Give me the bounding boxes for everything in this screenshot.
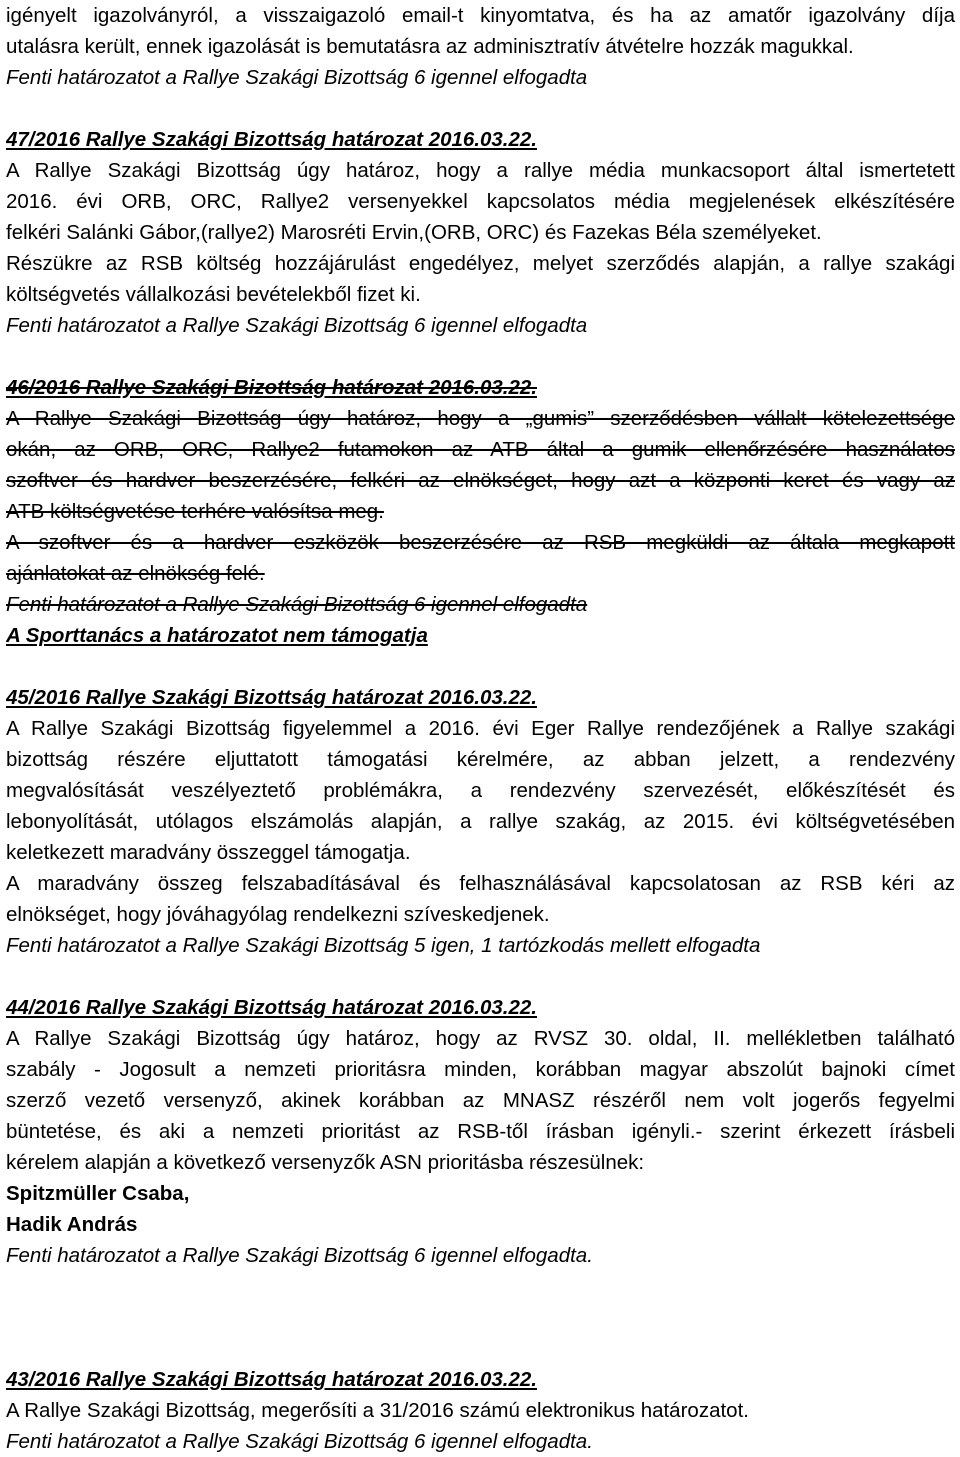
body-line: lebonyolítását, utólagos elszámolás alapján, a rallye szakág, az 2015. évi költségvetésében: [6, 810, 955, 833]
body-line: A Rallye Szakági Bizottság úgy határoz, hogy a „gumis” szerződésben vállalt kötelezettsége: [6, 407, 955, 430]
body-line: 2016. évi ORB, ORC, Rallye2 versenyekkel kapcsolatos média megjelenések elkészítésére: [6, 190, 955, 213]
body-line: igényelt igazolványról, a visszaigazoló email-t kinyomtatva, és ha az amatőr igazolvány díja: [6, 4, 955, 27]
resolution-title: 43/2016 Rallye Szakági Bizottság határozat 2016.03.22.: [6, 1368, 537, 1391]
body-line: kérelem alapján a következő versenyzők ASN prioritásba részesülnek:: [6, 1151, 645, 1174]
person-name: Spitzmüller Csaba,: [6, 1182, 190, 1205]
vote-line: Fenti határozatot a Rallye Szakági Bizottság 6 igennel elfogadta: [6, 66, 588, 89]
document-page: [6, 0, 955, 1457]
body-line: ajánlatokat az elnökség felé.: [6, 562, 265, 585]
body-line: költségvetés vállalkozási bevételekből fizet ki.: [6, 283, 421, 306]
body-line: A szoftver és a hardver eszközök beszerzésére az RSB megküldi az általa megkapott: [6, 531, 955, 554]
body-line: Részükre az RSB költség hozzájárulást engedélyez, melyet szerződés alapján, a rallye szakági: [6, 252, 955, 275]
body-line: bizottság részére eljuttatott támogatási kérelmére, az abban jelzett, a rendezvény: [6, 748, 955, 771]
body-line: elnökséget, hogy jóváhagyólag rendelkezni szíveskedjenek.: [6, 903, 550, 926]
body-line: A Rallye Szakági Bizottság úgy határoz, hogy az RVSZ 30. oldal, II. mellékletben található: [6, 1027, 955, 1050]
body-line: A maradvány összeg felszabadításával és felhasználásával kapcsolatosan az RSB kéri az: [6, 872, 955, 895]
vote-line: Fenti határozatot a Rallye Szakági Bizottság 5 igen, 1 tartózkodás mellett elfogadta: [6, 934, 761, 957]
body-line: A Rallye Szakági Bizottság, megerősíti a 31/2016 számú elektronikus határozatot.: [6, 1399, 749, 1422]
body-line: utalásra került, ennek igazolását is bemutatásra az adminisztratív átvételre hozzák magukkal.: [6, 35, 854, 58]
body-line: szerző vezető versenyző, akinek korábban az MNASZ részéről nem volt jogerős fegyelmi: [6, 1089, 955, 1112]
vote-line: Fenti határozatot a Rallye Szakági Bizottság 6 igennel elfogadta.: [6, 1430, 593, 1453]
body-line: A Rallye Szakági Bizottság úgy határoz, hogy a rallye média munkacsoport által ismertetett: [6, 159, 955, 182]
resolution-title: 45/2016 Rallye Szakági Bizottság határozat 2016.03.22.: [6, 686, 537, 709]
vote-line: Fenti határozatot a Rallye Szakági Bizottság 6 igennel elfogadta.: [6, 1244, 593, 1267]
body-line: keletkezett maradvány összeggel támogatja.: [6, 841, 411, 864]
council-note: A Sporttanács a határozatot nem támogatja: [6, 624, 428, 647]
body-line: szabály - Jogosult a nemzeti prioritásra minden, korábban magyar abszolút bajnoki címet: [6, 1058, 955, 1081]
body-line: büntetése, és aki a nemzeti prioritást az RSB-től írásban igényli.- szerint érkezett írásbeli: [6, 1120, 955, 1143]
body-line: megvalósítását veszélyeztető problémákra, a rendezvény szervezését, előkészítését és: [6, 779, 955, 802]
body-line: A Rallye Szakági Bizottság figyelemmel a 2016. évi Eger Rallye rendezőjének a Rallye szakági: [6, 717, 955, 740]
vote-line: Fenti határozatot a Rallye Szakági Bizottság 6 igennel elfogadta: [6, 314, 588, 337]
body-line: szoftver és hardver beszerzésére, felkéri az elnökséget, hogy azt a központi keret és vagy az: [6, 469, 955, 492]
body-line: okán, az ORB, ORC, Rallye2 futamokon az ATB által a gumik ellenőrzésére használatos: [6, 438, 955, 461]
resolution-title: 44/2016 Rallye Szakági Bizottság határozat 2016.03.22.: [6, 996, 537, 1019]
body-line: felkéri Salánki Gábor,(rallye2) Marosréti Ervin,(ORB, ORC) és Fazekas Béla személyeket.: [6, 221, 822, 244]
person-name: Hadik András: [6, 1213, 138, 1236]
body-line: ATB költségvetése terhére valósítsa meg.: [6, 500, 384, 523]
resolution-title: 46/2016 Rallye Szakági Bizottság határozat 2016.03.22.: [6, 376, 537, 399]
resolution-title: 47/2016 Rallye Szakági Bizottság határozat 2016.03.22.: [6, 128, 537, 151]
vote-line: Fenti határozatot a Rallye Szakági Bizottság 6 igennel elfogadta: [6, 593, 588, 616]
